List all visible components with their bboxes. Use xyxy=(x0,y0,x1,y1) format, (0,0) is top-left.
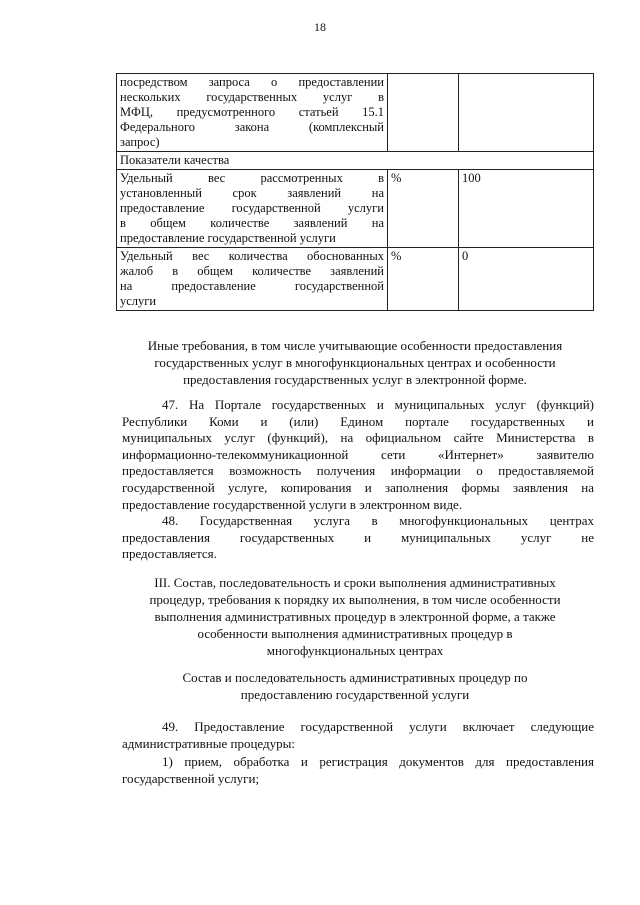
heading-line: предоставлению государственной услуги xyxy=(240,687,470,702)
paragraph-line: 47. На Портале государственных и муниципальных услуг (функций) xyxy=(162,397,594,412)
paragraph-49-item-1 xyxy=(122,754,594,787)
paragraph-49 xyxy=(122,719,594,752)
table-cell xyxy=(117,74,388,152)
heading-line: особенности выполнения административных процедур в xyxy=(197,626,513,641)
cell-line: услуги xyxy=(120,294,157,308)
cell-line: в общем количестве заявлений на xyxy=(120,216,384,230)
table-cell xyxy=(117,248,388,311)
cell-line: предоставление государственной услуги xyxy=(120,231,336,245)
table-row xyxy=(117,170,594,248)
value-cell: 0 xyxy=(459,248,594,311)
page-number: 18 xyxy=(314,20,326,34)
paragraph-line: предоставление государственной услуги в электронном виде. xyxy=(122,496,463,512)
paragraph-line: 1) прием, обработка и регистрация документов для предоставления xyxy=(162,754,594,769)
table-cell xyxy=(388,74,459,152)
cell-line: посредством запроса о предоставлении xyxy=(120,75,384,89)
table-row xyxy=(117,248,594,311)
heading-line: многофункциональных центрах xyxy=(266,643,444,658)
paragraph-48 xyxy=(122,513,594,563)
cell-line: Удельный вес количества обоснованных xyxy=(120,249,384,263)
unit-cell: % xyxy=(388,170,459,248)
value-cell: 100 xyxy=(459,170,594,248)
cell-line: Федерального закона (комплексный xyxy=(120,120,384,134)
quality-indicators-table xyxy=(116,73,594,311)
paragraph-line: государственной услуге, копирования и заполнения формы заявления на xyxy=(122,479,594,495)
paragraph-line: муниципальных услуг (функций), на официальном сайте Министерства в xyxy=(122,430,594,446)
heading-line: Состав и последовательность административных процедур по xyxy=(182,670,528,685)
cell-line: установленный срок заявлений на xyxy=(120,186,384,200)
cell-line: предоставление государственной услуги xyxy=(120,201,384,215)
paragraph-line: государственной услуги; xyxy=(122,770,260,786)
table-cell xyxy=(117,170,388,248)
cell-line: жалоб в общем количестве заявлений xyxy=(120,264,384,278)
other-requirements-heading xyxy=(116,337,594,388)
paragraph-line: административные процедуры: xyxy=(122,735,295,751)
composition-heading xyxy=(116,669,594,703)
cell-line: Удельный вес рассмотренных в xyxy=(120,171,384,185)
unit-cell: % xyxy=(388,248,459,311)
heading-line: процедур, требования к порядку их выполнения, в том числе особенности xyxy=(149,592,561,607)
heading-line: предоставления государственных услуг в электронной форме. xyxy=(183,372,527,387)
section-3-heading xyxy=(116,574,594,659)
heading-line: III. Состав, последовательность и сроки выполнения административных xyxy=(154,575,556,590)
paragraph-line: Республики Коми и (или) Едином портале государственных и xyxy=(122,413,594,429)
table-row xyxy=(117,152,594,170)
paragraph-line: информационно-телекоммуникационной сети «Интернет» заявителю xyxy=(122,446,594,462)
paragraph-line: 48. Государственная услуга в многофункциональных центрах xyxy=(162,513,594,528)
paragraph-line: 49. Предоставление государственной услуги включает следующие xyxy=(162,719,594,734)
heading-line: выполнения административных процедур в электронной форме, а также xyxy=(154,609,556,624)
cell-line: нескольких государственных услуг в xyxy=(120,90,384,104)
cell-line: МФЦ, предусмотренного статьей 15.1 xyxy=(120,105,384,119)
table-row xyxy=(117,74,594,152)
heading-line: Иные требования, в том числе учитывающие особенности предоставления xyxy=(147,338,563,353)
paragraph-line: предоставляется. xyxy=(122,546,217,562)
paragraph-line: предоставляется возможность получения информации о предоставляемой xyxy=(122,463,594,479)
cell-line: на предоставление государственной xyxy=(120,279,384,293)
cell-line: запрос) xyxy=(120,135,160,149)
paragraph-line: предоставления государственных и муниципальных услуг не xyxy=(122,529,594,545)
table-section-header: Показатели качества xyxy=(117,152,594,170)
table-cell xyxy=(459,74,594,152)
heading-line: государственных услуг в многофункциональных центрах и особенности xyxy=(154,355,556,370)
paragraph-47 xyxy=(122,397,594,513)
